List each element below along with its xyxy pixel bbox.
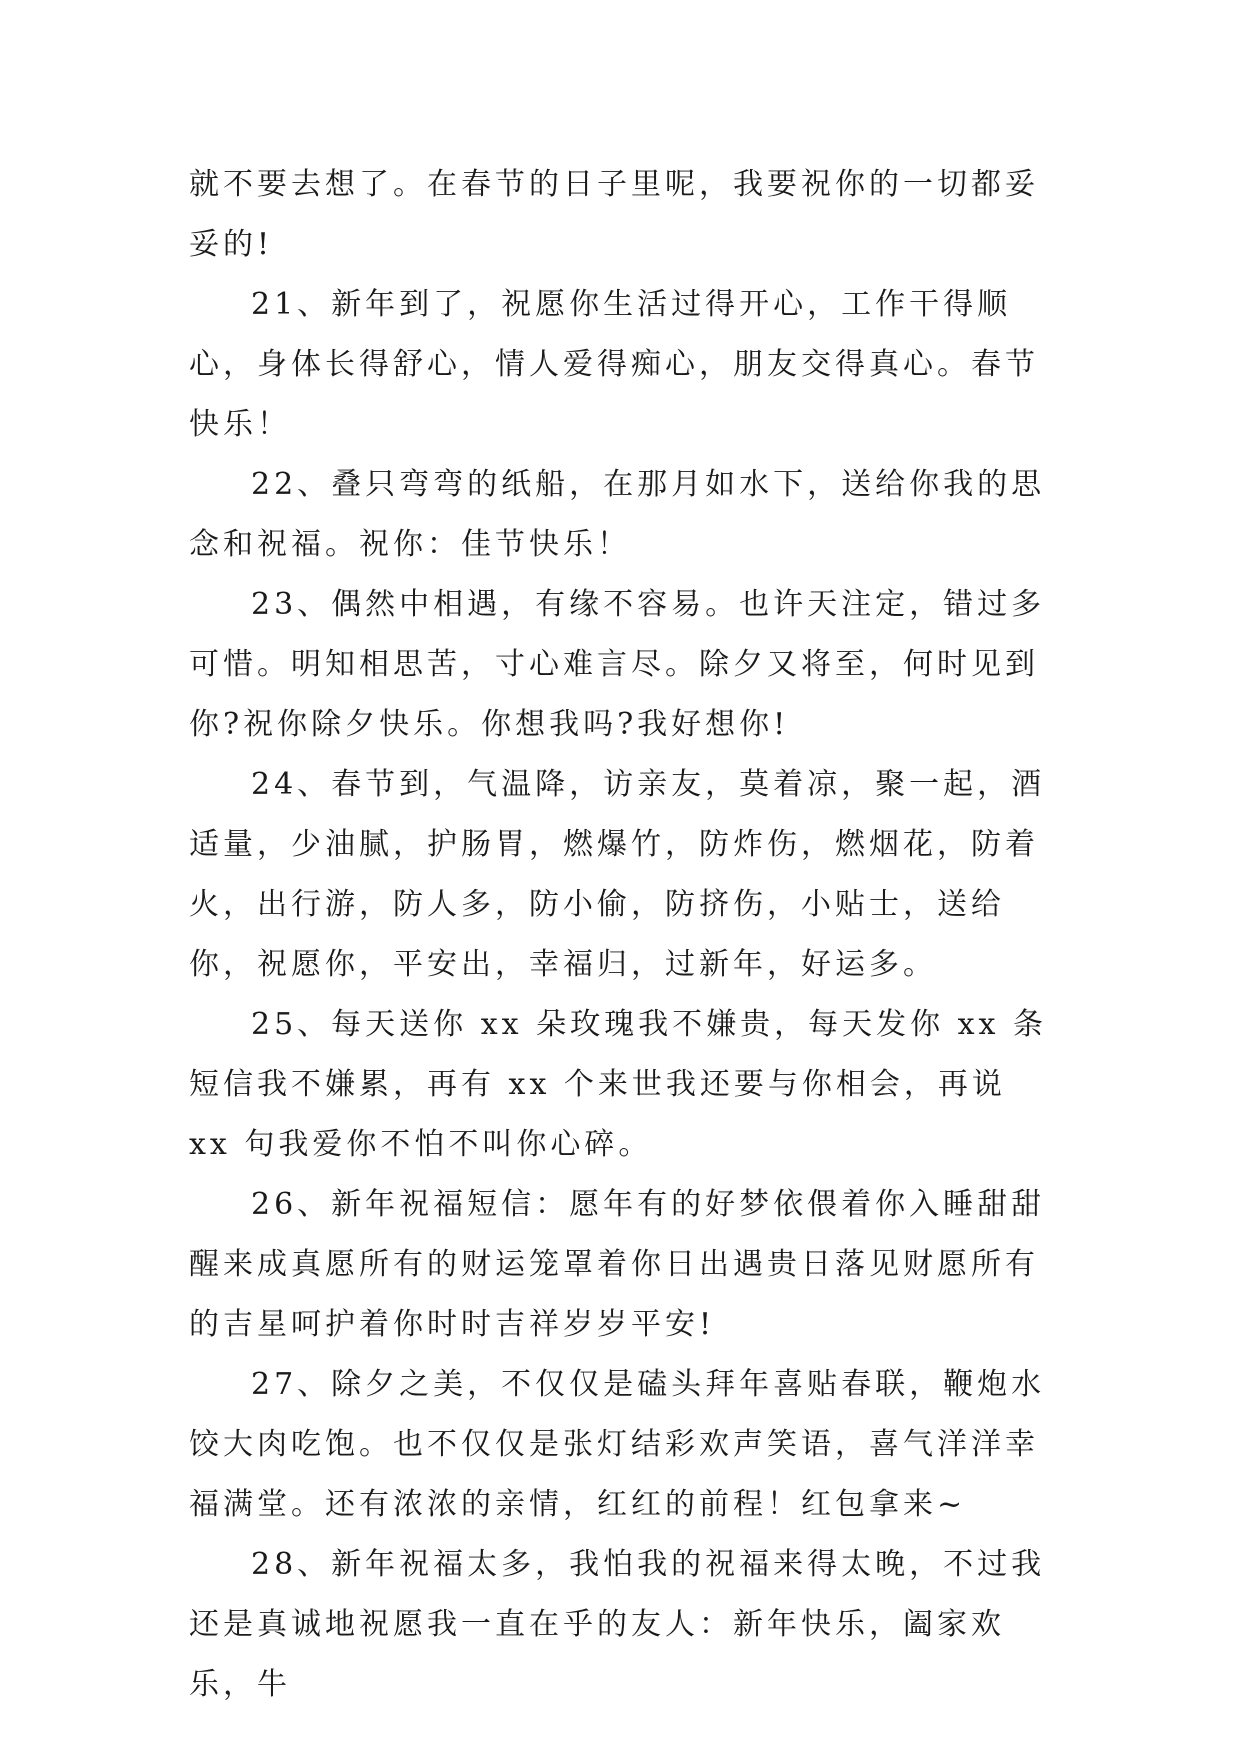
paragraph-27: 27、除夕之美，不仅仅是磕头拜年喜贴春联，鞭炮水饺大肉吃饱。也不仅仅是张灯结彩欢声笑语，喜气洋洋幸福满堂。还有浓浓的亲情，红红的前程！红包拿来~	[189, 1367, 1046, 1522]
paragraph-25: 25、每天送你 xx 朵玫瑰我不嫌贵，每天发你 xx 条短信我不嫌累，再有 xx 个来世我还要与你相会，再说 xx 句我爱你不怕不叫你心碎。	[189, 1007, 1047, 1162]
document-body	[189, 155, 1049, 1715]
paragraph-24: 24、春节到，气温降，访亲友，莫着凉，聚一起，酒适量，少油腻，护肠胃，燃爆竹，防炸伤，燃烟花，防着火，出行游，防人多，防小偷，防挤伤，小贴士，送给你，祝愿你，平安出，幸福归，过新年，好运多。	[189, 767, 1046, 982]
paragraph-26: 26、新年祝福短信：愿年有的好梦依偎着你入睡甜甜醒来成真愿所有的财运笼罩着你日出遇贵日落见财愿所有的吉星呵护着你时时吉祥岁岁平安!	[189, 1187, 1046, 1342]
paragraph-continuation: 就不要去想了。在春节的日子里呢，我要祝你的一切都妥妥的!	[189, 167, 1039, 262]
paragraph-28: 28、新年祝福太多，我怕我的祝福来得太晚，不过我还是真诚地祝愿我一直在乎的友人：新年快乐，阖家欢乐，牛	[189, 1547, 1046, 1702]
paragraph-22: 22、叠只弯弯的纸船，在那月如水下，送给你我的思念和祝福。祝你：佳节快乐！	[189, 467, 1046, 562]
paragraph-23: 23、偶然中相遇，有缘不容易。也许天注定，错过多可惜。明知相思苦，寸心难言尽。除夕又将至，何时见到你?祝你除夕快乐。你想我吗?我好想你!	[189, 587, 1046, 742]
paragraph-21: 21、新年到了，祝愿你生活过得开心，工作干得顺心，身体长得舒心，情人爱得痴心，朋友交得真心。春节快乐！	[189, 287, 1039, 442]
